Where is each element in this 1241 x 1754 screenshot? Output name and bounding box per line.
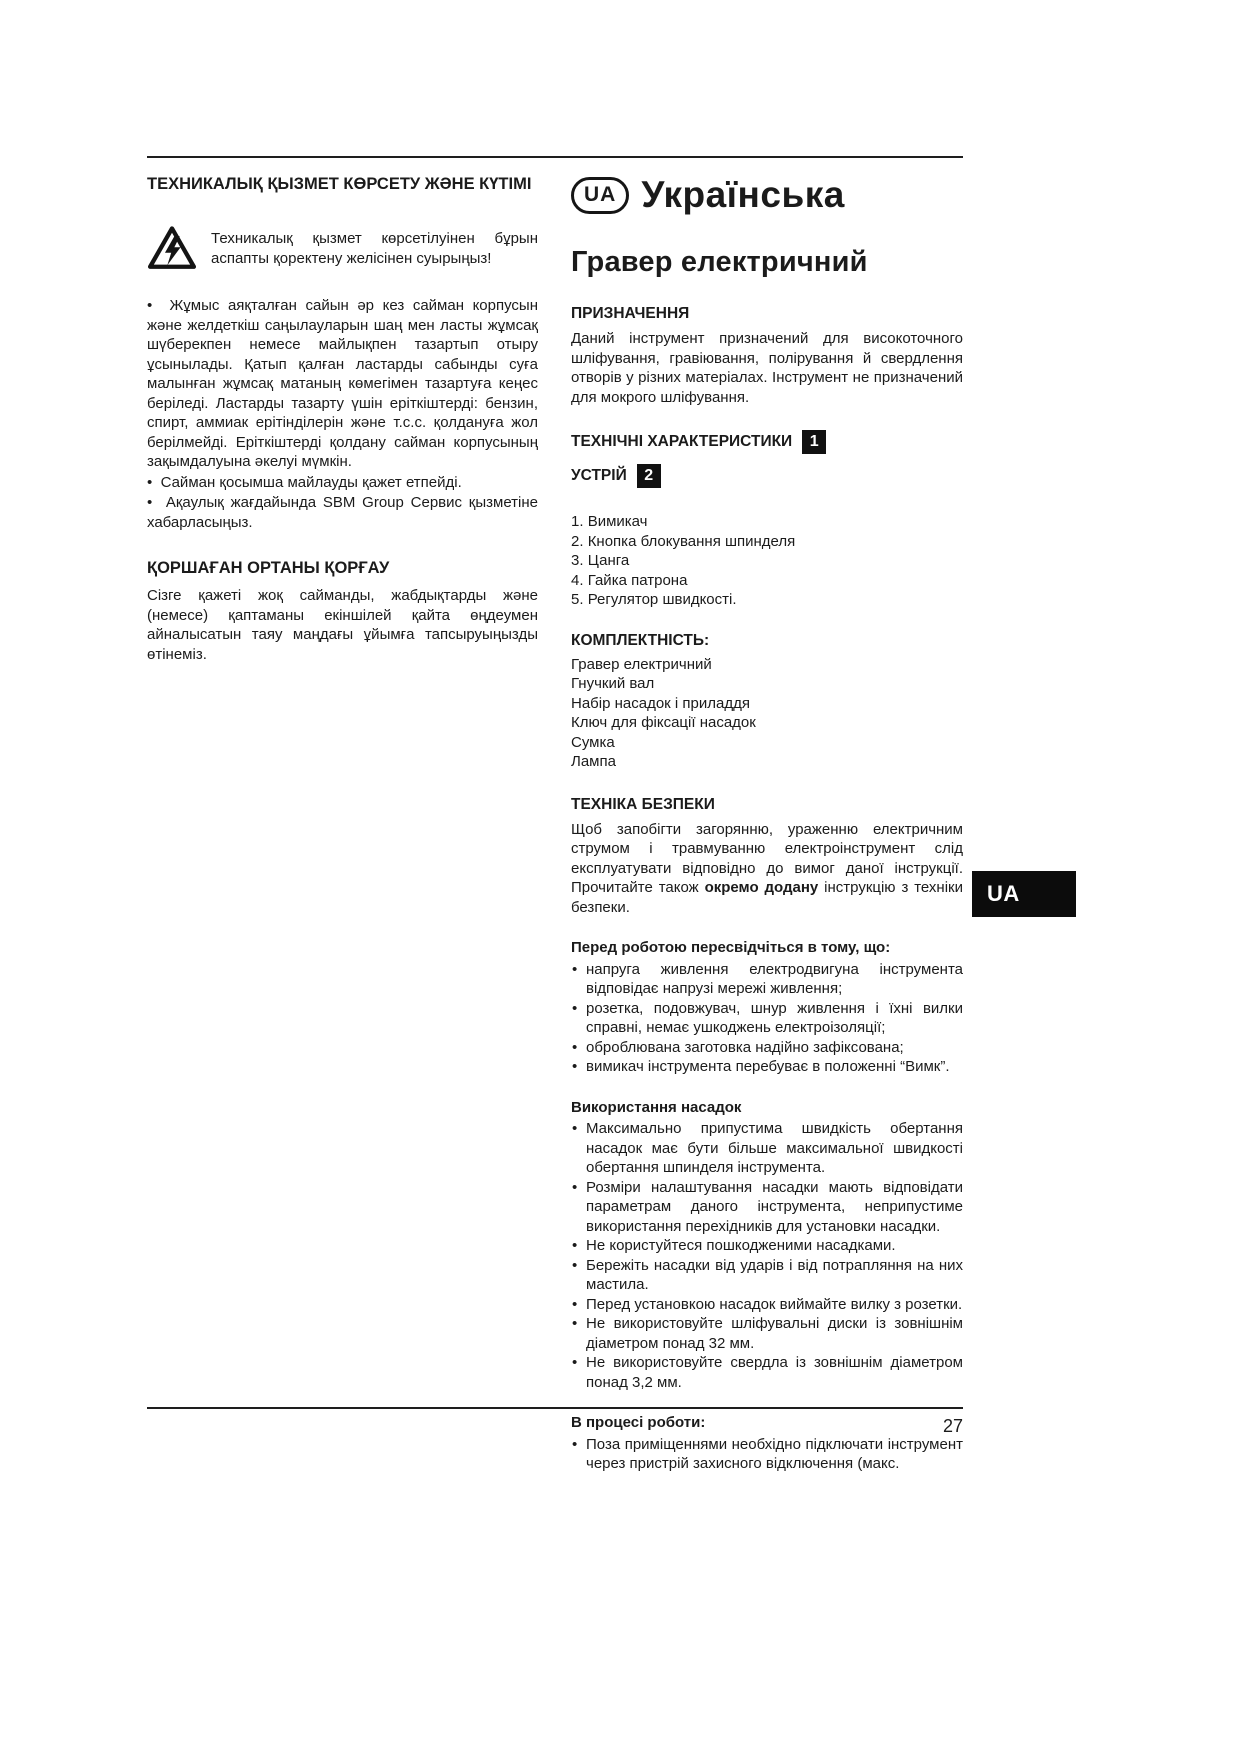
maintenance-bullet: • Жұмыс аяқталған сайын әр кез сайман корпусын және желдеткіш саңылауларын шаң мен ласты жұмсақ шүберекпен немесе майлықпен тазартып отыру ұсынылады. Қатып қалған ластарды сабынды суға малынған жұмсақ матаның көмегімен тазартуға кеңес беріледі. Ластарды тазарту үшін еріткіштерді: бензин, спирт, аммиак ерітінділерін және т.с.с. қолдануға жол берілмейді. Еріткіштерді қолдану сайман корпусының зақымдалуына әкелуі мүмкін. — [147, 296, 538, 472]
kit-item: Лампа — [571, 753, 616, 770]
nozzles-bullet: • Не використовуйте свердла із зовнішнім діаметром понад 3,2 мм. — [571, 1353, 963, 1392]
kit-item: Гнучкий вал — [571, 675, 655, 692]
maintenance-bullets — [147, 296, 538, 532]
kit-list — [571, 655, 963, 772]
page-number: 27 — [942, 1416, 963, 1436]
maintenance-section-title: ТЕХНИКАЛЫҚ ҚЫЗМЕТ КӨРСЕТУ ЖӘНЕ КҮТІМІ — [147, 175, 532, 193]
device-part-item: 4. Гайка патрона — [571, 571, 963, 591]
before-work-bullet: • напруга живлення електродвигуна інструмента відповідає напрузі мережі живлення; — [571, 960, 963, 999]
nozzles-bullet: • Не користуйтеся пошкодженими насадками. — [571, 1236, 963, 1256]
kit-item: Сумка — [571, 733, 615, 751]
device-part-item: 3. Цанга — [571, 551, 963, 571]
kit-item: Ключ для фіксації насадок — [571, 714, 756, 731]
device-section-title: УСТРІЙ — [571, 467, 627, 484]
nozzles-bullet: • Перед установкою насадок виймайте вилку з розетки. — [571, 1295, 963, 1315]
page-columns — [147, 174, 963, 1474]
before-work-bullet: • розетка, подовжувач, шнур живлення і їхні вилки справні, немає ушкоджень електроізоляції; — [571, 999, 963, 1038]
before-work-bullets — [571, 960, 963, 1077]
during-work-bullet: • Поза приміщеннями необхідно підключати інструмент через пристрій захисного відключення (макс. — [571, 1435, 963, 1474]
warning-note — [147, 223, 538, 276]
device-part-item: 5. Регулятор швидкості. — [571, 590, 963, 610]
right-column — [571, 174, 963, 1474]
specs-section-title: ТЕХНІЧНІ ХАРАКТЕРИСТИКИ — [571, 433, 793, 450]
safety-text-bold: окремо додану — [704, 879, 819, 896]
language-header — [571, 174, 963, 216]
device-parts-list — [571, 512, 963, 610]
specs-heading-row — [571, 430, 963, 454]
electric-shock-warning-icon — [147, 223, 197, 276]
nozzles-bullet: • Розміри налаштування насадки мають відповідати параметрам даного інструмента, неприпустиме використання перехідників для установки насадки. — [571, 1178, 963, 1237]
product-title: Гравер електричний — [571, 246, 868, 278]
safety-text-part2: інструкцію з техніки безпеки. — [571, 879, 963, 916]
safety-text — [571, 820, 963, 918]
left-column — [147, 174, 538, 1474]
ua-side-tab: UA — [972, 871, 1076, 917]
environment-section-title: ҚОРШАҒАН ОРТАНЫ ҚОРҒАУ — [147, 559, 390, 577]
maintenance-bullet: • Сайман қосымша майлауды қажет етпейді. — [147, 473, 538, 493]
purpose-section-title: ПРИЗНАЧЕННЯ — [571, 305, 690, 322]
before-work-title: Перед роботою пересвідчіться в тому, що: — [571, 939, 891, 956]
warning-text: Техникалық қызмет көрсетілуінен бұрын аспапты қоректену желісінен суырыңыз! — [211, 230, 538, 267]
kit-section-title: КОМПЛЕКТНІСТЬ: — [571, 631, 710, 649]
during-work-title: В процесі роботи: — [571, 1414, 706, 1431]
device-part-item: 2. Кнопка блокування шпинделя — [571, 532, 963, 552]
before-work-bullet: • оброблювана заготовка надійно зафіксована; — [571, 1038, 963, 1058]
maintenance-bullet: • Ақаулық жағдайында SBM Group Сервис қызметіне хабарласыңыз. — [147, 493, 538, 532]
figure-2-badge: 2 — [637, 464, 661, 488]
nozzles-bullets — [571, 1119, 963, 1392]
device-heading-row — [571, 464, 963, 488]
top-rule — [147, 156, 963, 158]
figure-1-badge: 1 — [802, 430, 826, 454]
language-name: Українська — [641, 174, 845, 215]
safety-section-title: ТЕХНІКА БЕЗПЕКИ — [571, 795, 715, 813]
during-work-bullets — [571, 1435, 963, 1474]
nozzles-title: Використання насадок — [571, 1098, 742, 1116]
nozzles-bullet: • Максимально припустима швидкість обертання насадок має бути більше максимальної швидкості обертання шпинделя інструмента. — [571, 1119, 963, 1178]
bottom-rule — [147, 1407, 963, 1409]
kit-item: Гравер електричний — [571, 655, 712, 673]
device-part-item: 1. Вимикач — [571, 512, 963, 532]
ua-language-badge: UA — [571, 177, 629, 214]
nozzles-bullet: • Не використовуйте шліфувальні диски із зовнішнім діаметром понад 32 мм. — [571, 1314, 963, 1353]
environment-text: Сізге қажеті жоқ сайманды, жабдықтарды және (немесе) қаптаманы екіншілей қайта өңдеумен айналысатын таяу маңдағы ұйымға тапсыруыңызды өтінеміз. — [147, 587, 538, 663]
purpose-text: Даний інструмент призначений для високоточного шліфування, гравіювання, полірування й свердлення отворів у різних матеріалах. Інструмент не призначений для мокрого шліфування. — [571, 330, 963, 406]
safety-text-part1: Щоб запобігти загорянню, ураженню електричним струмом і травмуванню електроінструмент слід експлуатувати відповідно до вимог даної інструкції. Прочитайте також — [571, 820, 963, 896]
kit-item: Набір насадок і приладдя — [571, 694, 750, 712]
nozzles-bullet: • Бережіть насадки від ударів і від потрапляння на них мастила. — [571, 1256, 963, 1295]
before-work-bullet: • вимикач інструмента перебуває в положенні “Вимк”. — [571, 1057, 963, 1077]
